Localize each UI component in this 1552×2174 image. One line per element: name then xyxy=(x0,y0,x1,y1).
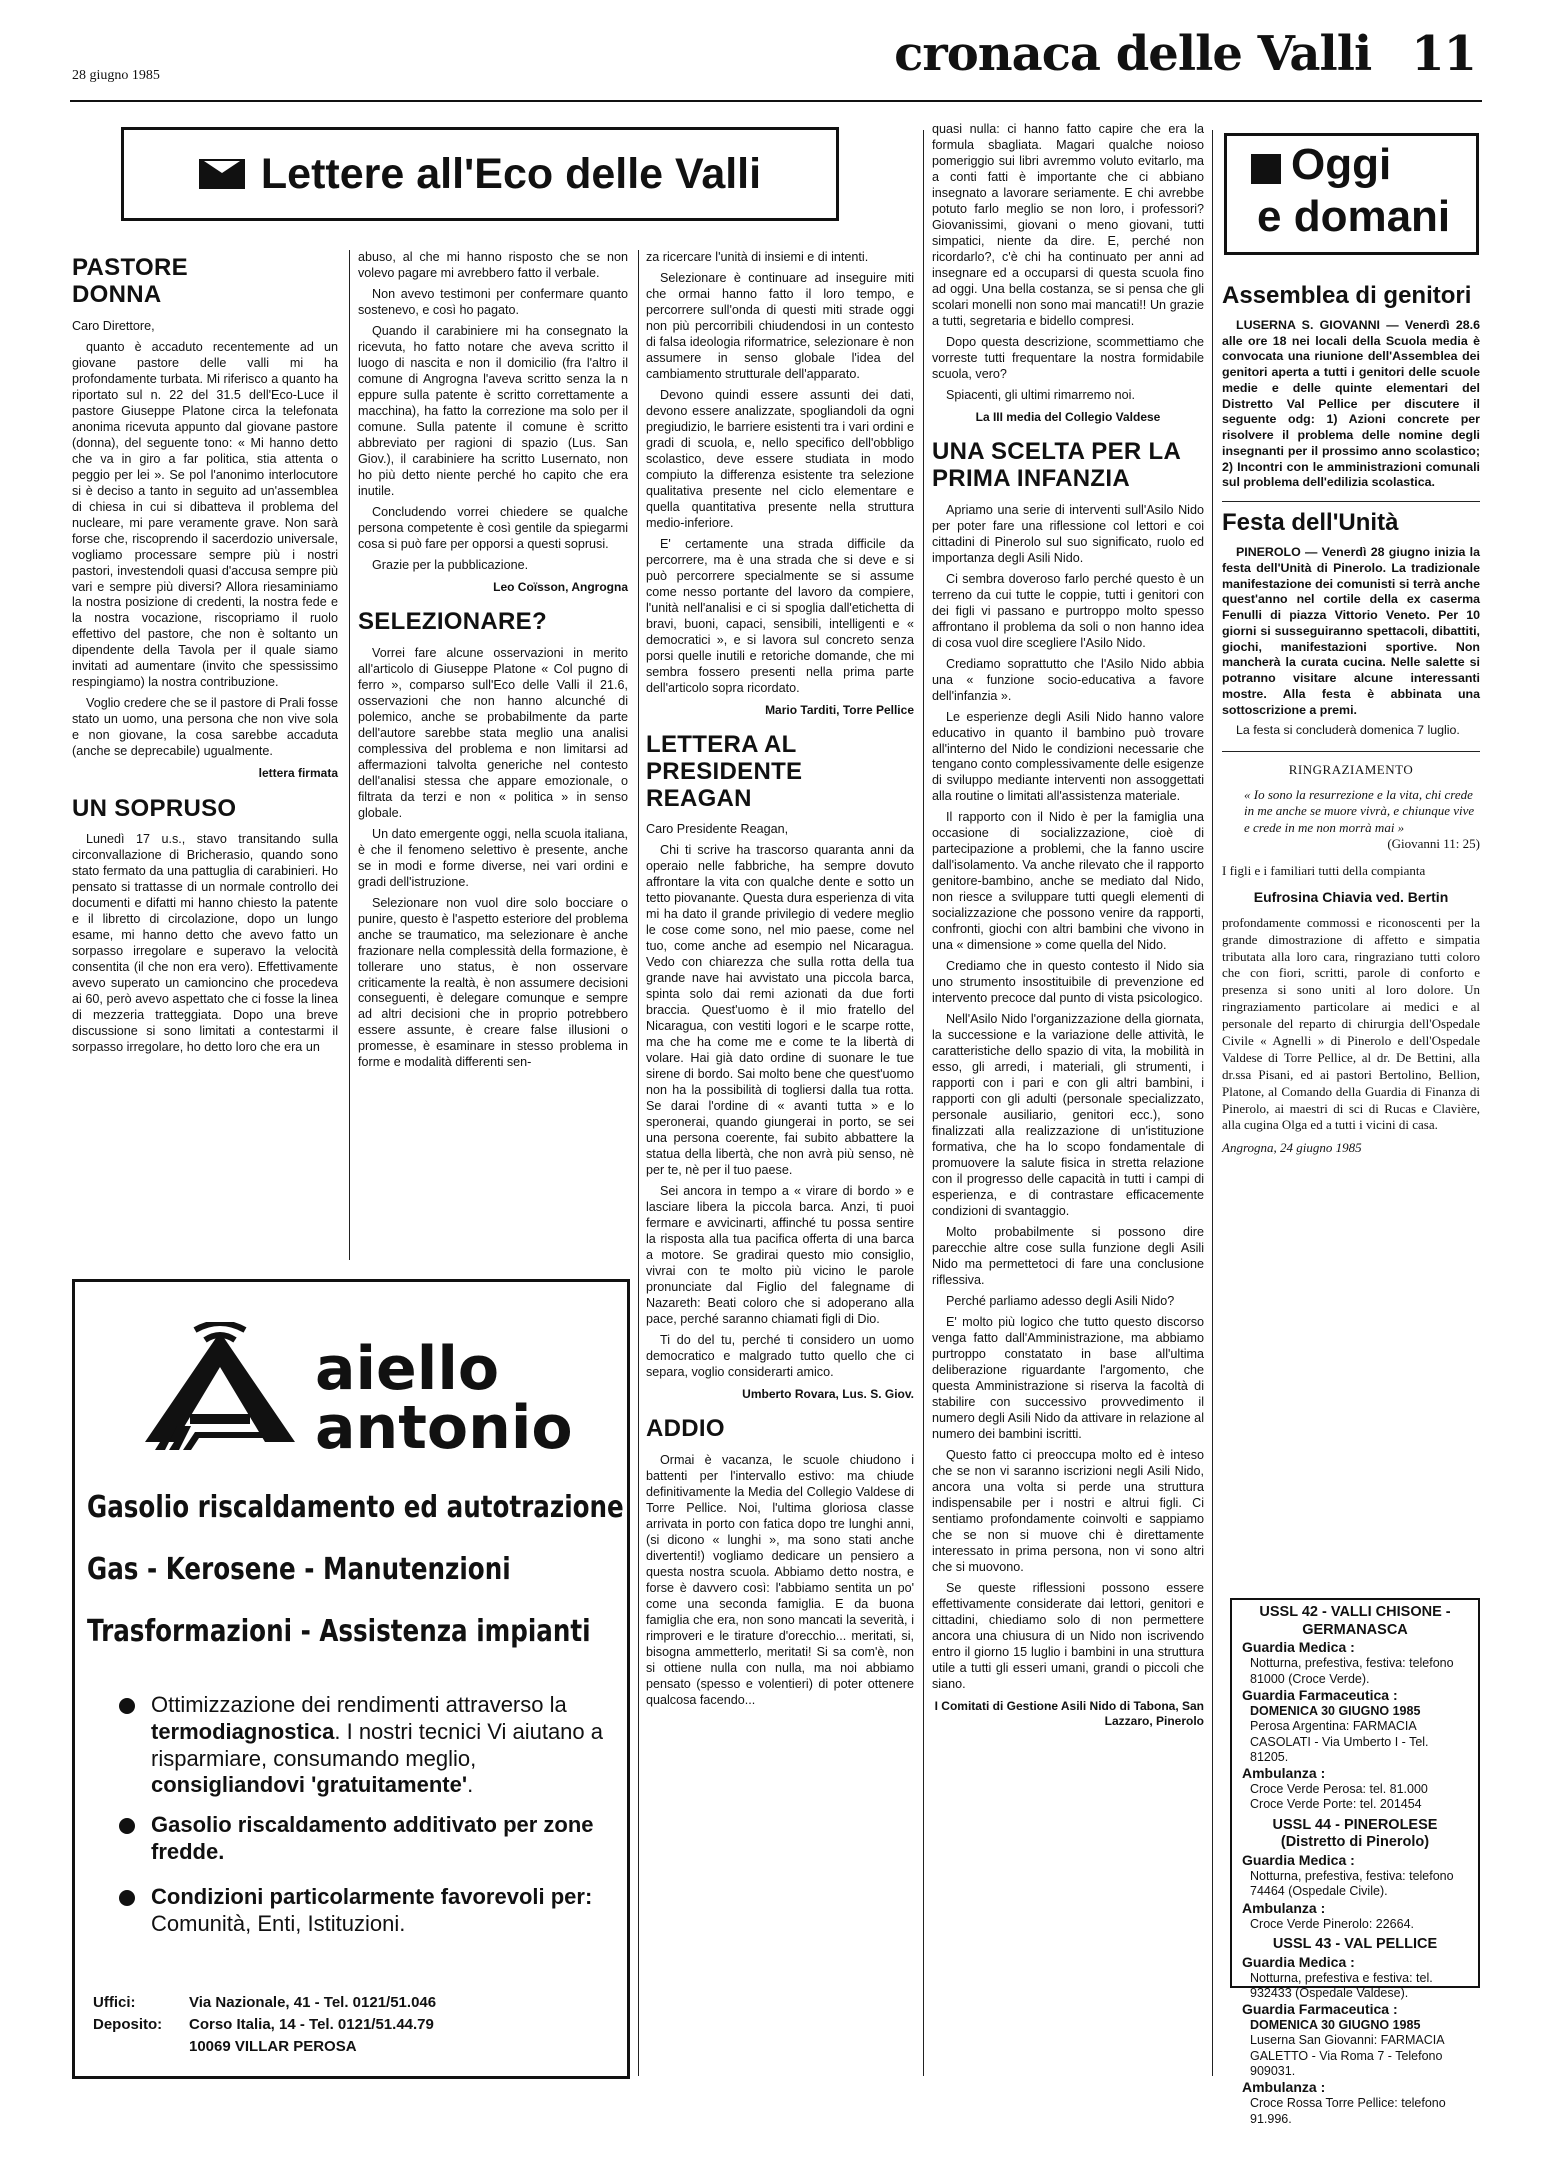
masthead xyxy=(894,26,1476,82)
reagan-title: LETTERA AL PRESIDENTE REAGAN xyxy=(646,730,803,812)
ad-deposito-text: Corso Italia, 14 - Tel. 0121/51.44.79 xyxy=(189,2016,434,2033)
ussl-43-title: USSL 43 - VAL PELLICE xyxy=(1272,1935,1438,1952)
ad-line-3: Trasformazioni - Assistenza impianti xyxy=(87,1614,591,1649)
page-number: 11 xyxy=(1411,26,1476,82)
selezionare-title: SELEZIONARE? xyxy=(358,607,547,635)
ussl-42-gm-text: Notturna, prefestiva, festiva: telefono 81000 (Croce Verde). xyxy=(1250,1656,1454,1686)
infanzia-p11: Questo fatto ci preoccupa molto ed è inteso che se non vi saranno iscrizioni negli Asili Nido, ancora una volta si perde una struttura indispensabile per i nostri e altrui figli. Ci sentiamo profondamente coinvolti e sappiamo che se non si muove chi è direttamente interessato in prima persona, non vi sono altri che si muovono. xyxy=(932,1447,1204,1574)
ad-deposito-label: Deposito: xyxy=(93,2016,163,2033)
ad-b3-plain: Comunità, Enti, Istituzioni. xyxy=(151,1910,406,1936)
column-1 xyxy=(72,245,338,1061)
reagan-p1: Caro Presidente Reagan, xyxy=(646,822,789,837)
sopruso-cont-p1: abuso, al che mi hanno risposto che se non volevo pagare mi avrebbero fatto il verbale. xyxy=(358,250,628,280)
selezionare-p1: Vorrei fare alcune osservazioni in merito all'articolo di Giuseppe Platone « Col pugno di ferro », comparso sull'Eco delle Valli il 21.6, osservazioni che non hanno alcunché di polemico, anche se probabilmente da parte dell'autore sarebbe stata meglio una analisi complessiva del problema e non limitarsi ad affermazioni talvolta generiche nel contesto dell'analisi stessa che appare emozionale, o filtrata da terzi e non « politica » in senso globale. xyxy=(358,645,628,820)
infanzia-p4: Le esperienze degli Asili Nido hanno valore educativo in quanto il bambino può trovare all'interno del Nido le condizioni necessarie che tengano conto complessivamente delle esigenze di sviluppo mediante interventi non assoggettati alla routine o limitati all'assistenza materiale. xyxy=(932,709,1204,804)
ussl-43-gm-text: Notturna, prefestiva e festiva: tel. 932433 (Ospedale Valdese). xyxy=(1250,1970,1433,2000)
sopruso-cont-p5: Grazie per la pubblicazione. xyxy=(372,557,529,572)
ringraziamento-place-date: Angrogna, 24 giugno 1985 xyxy=(1222,1140,1362,1156)
pastore-title: PASTORE DONNA xyxy=(72,254,188,308)
ussl-43-amb-label: Ambulanza : xyxy=(1242,2079,1326,2096)
ussl-42-title: USSL 42 - VALLI CHISONE - GERMANASCA xyxy=(1259,1604,1451,1638)
ussl-42-amb-text-1: Croce Verde Perosa: tel. 81.000 xyxy=(1250,1782,1428,1797)
aiello-advertisement xyxy=(72,1279,630,2079)
column-3 xyxy=(646,250,914,1714)
ad-line-1: Gasolio riscaldamento ed autotrazione xyxy=(87,1490,624,1525)
column-2 xyxy=(358,250,628,1076)
ad-b3-bold: Condizioni particolarmente favorevoli per: xyxy=(151,1884,593,1909)
ad-deposito xyxy=(93,2016,434,2033)
festa-title: Festa dell'Unità xyxy=(1222,509,1399,537)
ussl-box xyxy=(1230,1598,1480,2126)
ad-name-1: aiello xyxy=(315,1334,500,1404)
column-rule xyxy=(923,130,924,2076)
infanzia-p10: E' molto più logico che tutto questo discorso venga fatto dall'Amministrazione, ma abbiamo purtroppo constatato in base all'ultima deliberazione riguardante l'argomento, che questa Amministrazione si riserva la facoltà di stabilire con successivo provvedimento il numero degli Asili Nido da attivare in relazione al numero dei bambini iscritti. xyxy=(932,1314,1204,1441)
pastore-p2: quanto è accaduto recentemente ad un giovane pastore delle valli mi ha profondamente turbata. Mi riferisco a quanto ha riportato sul n. 22 del 31.5 dell'Eco-Luce il pastore Giuseppe Platone circa la telefonata anonima ricevuta appunto dal giovane pastore (donna), del seguente tono: « Mi hanno detto che va in giro a far politica, stia attenta o peggio per lei ». Se pol l'anonimo interlocutore si è deciso a tanto in seguito ad un'assemblea di chiesa in cui si dibatteva il problema del nucleare, mi pare veramente grave. Non sarà forse che, riscoprendo il sacerdozio universale, vogliamo processare sempre più i nostri pastori, investendoli quasi d'accusa sempre più vari e sempre più diversi? Allora riesaminiamo la nostra posizione di credenti, la nostra fede e la nostra vocazione, riscopriamo il ruolo effettivo del pastore, che non è soltanto un dipendente della Tavola per il quale siamo invitati ad aumentare (invito che spessissimo respingiamo) la nostra contribuzione. xyxy=(72,339,338,690)
ringraziamento-text: profondamente commossi e riconoscenti per la grande dimostrazione di affetto e simpatia tributata alla loro cara, ringraziano tutti coloro che con fiori, scritti, parole di conforto e presenza si sono uniti al loro dolore. Un ringraziamento particolare ai medici e al personale del reparto di chirurgia dell'Ospedale Civile « Agnelli » di Pinerolo e dell'Ospedale Valdese di Torre Pellice, al dr. De Bettini, alla dr.ssa Pisani, ed ai pastori Bertolino, Bellion, Platone, al Comando della Guardia di Finanza di Pinerolo, ai maestri di sci di Rucas e Clavière, alla cugina Olga ed a tutti i vicini di casa. xyxy=(1222,914,1480,1133)
festa-text-2: La festa si concluderà domenica 7 luglio. xyxy=(1236,723,1460,738)
addio-cont-p3: Spiacenti, gli ultimi rimarremo noi. xyxy=(946,387,1135,402)
assemblea-title: Assemblea di genitori xyxy=(1222,282,1472,309)
ad-b1-bold-2: consigliandovi 'gratuitamente' xyxy=(151,1772,468,1798)
ringraziamento-title: RINGRAZIAMENTO xyxy=(1288,762,1414,777)
sopruso-p1: Lunedì 17 u.s., stavo transitando sulla circonvallazione di Bricherasio, quando sono stato fermato da una pattuglia di carabinieri. Ho pensato si trattasse di un normale controllo dei documenti e difatti mi hanno chiesto la patente e il libretto di circolazione, dopo un lungo esame, mi hanno detto che avevo fatto un sorpasso irregolare e superavo la velocità consentita (il che non era vero). Effettivamente avevo superato un camioncino che procedeva ai 60, però avevo aspettato che ci fosse la linea di mezzeria tratteggiata. Dopo una breve discussione si sono limitati a contestarmi il sorpasso irregolare, ho detto loro che era un xyxy=(72,832,338,1055)
sopruso-signature: Leo Coïsson, Angrogna xyxy=(493,579,628,594)
column-5 xyxy=(1222,275,1480,1157)
ussl-42-amb-label: Ambulanza : xyxy=(1242,1765,1326,1782)
selezionare-cont-p3: Devono quindi essere assunti dei dati, devono essere analizzate, spogliandoli da ogni pregiudizio, le barriere esistenti tra i vari ordini e gradi di scuola, e, nello specifico dell'obbligo scolastico, deve essere studiata in modo compiuto la differenza esistente tra selezione qualitativa presente nel ciclo elementare e quella quantitativa presente nella struttura medio-inferiore. xyxy=(646,387,914,530)
infanzia-p12: Se queste riflessioni possono essere effettivamente considerate dai lettori, genitori e cittadini, chiediamo solo di non permettere ancora una chiusura di un Nido non iscrivendo entro il giorno 15 luglio i bambini in una struttura utile a tutti gli esseri umani, grandi o piccoli che siano. xyxy=(932,1580,1204,1691)
header-rule xyxy=(70,100,1482,102)
ussl-44-gm-text: Notturna, prefestiva, festiva: telefono 74464 (Ospedale Civile). xyxy=(1250,1869,1454,1899)
column-rule xyxy=(1212,130,1213,2076)
sopruso-title: UN SOPRUSO xyxy=(72,794,237,822)
selezionare-cont-p2: Selezionare è continuare ad inseguire miti che ormai hanno fatto il loro tempo, e percorrere sull'onda di questi miti strade oggi non più percorribili chiudendosi in un contesto di falsa ideologia riformatrice, selezionare è non assumere in senso globale l'idea del cambiamento strutturale dell'apparato. xyxy=(646,270,914,381)
ussl-42-gf-label: Guardia Farmaceutica : xyxy=(1242,1686,1398,1703)
ad-uffici-text: Via Nazionale, 41 - Tel. 0121/51.046 xyxy=(189,1994,437,2011)
section-divider xyxy=(1222,501,1480,502)
addio-signature: La III media del Collegio Valdese xyxy=(975,409,1161,424)
sopruso-cont-p3: Quando il carabiniere mi ha consegnato la ricevuta, ho fatto notare che aveva scritto il luogo di nascita e non il domicilio (fra l'altro il comune di Angrogna l'aveva scritto senza la n eppure sulla patente è scritto correttamente a macchina), ha fatto la correzione ma solo per il comune. Sulla patente il comune è scritto abbreviato per ragioni di spazio (Lus. San Giov.), il carabiniere ha scritto Lusernato, non ho più detto niente perché ho capito che era inutile. xyxy=(358,323,628,498)
ad-bullet-2 xyxy=(119,1812,619,1866)
ad-b1-plain-3: . xyxy=(467,1772,474,1798)
reagan-p2: Chi ti scrive ha trascorso quaranta anni da operaio nelle fabbriche, ha sempre dovuto affrontare la vita con qualche dente e sotto un tetto piovanante. Questa dura esperienza di vita mi ha dato il grande privilegio di vedere meglio le cose come sono, nel mio paese, come nel tuo, come anche ad esempio nel Nicaragua. Vedo con chiarezza che sulla rotta della tua grande nave hai avvistato una piccola barca, spinta solo dai remi azionati da due forti braccia. Quest'uomo è il mio fratello del Nicaragua, con vestiti logori e le scarpe rotte, ma che ha come me e come te la libertà di volare. Hai già dato ordine di suonare le tue sirene di bordo. Sai molto bene che quest'uomo non ha la possibilità di togliersi dalla tua rotta. Se darai l'ordine di « avanti tutta » e lo speronerai, quando giungerai in porto, se sei una persona coerente, fai subito abbattere la statua della libertà, che non avrà più senso, nè per te, nè per il tuo paese. xyxy=(646,843,914,1178)
infanzia-p2: Ci sembra doveroso farlo perché questo è un terreno da cui tutte le coppie, tutti i genitori con dei figli vi passano e purtroppo molto spesso affrontano il problema da soli o non hanno idea di cosa vuol dire scegliere l'Asilo Nido. xyxy=(932,571,1204,650)
ad-b2-bold: Gasolio riscaldamento additivato per zone fredde. xyxy=(151,1812,594,1864)
ad-b1-bold-1: termodiagnostica xyxy=(151,1718,335,1744)
infanzia-p3: Crediamo soprattutto che l'Asilo Nido abbia una « funzione socio-educativa a favore dell'infanzia ». xyxy=(932,656,1204,703)
ringraziamento-intro: I figli e i familiari tutti della compianta xyxy=(1222,862,1426,878)
pastore-signature: lettera firmata xyxy=(258,766,338,781)
pastore-p3: Voglio credere che se il pastore di Prali fosse stato un uomo, una persona che non vive sola e non giovane, la cosa sarebbe accaduta (anche se deprecabile) ugualmente. xyxy=(72,696,338,759)
ad-line-2: Gas - Kerosene - Manutenzioni xyxy=(87,1552,511,1587)
festa-text-1: PINEROLO — Venerdì 28 giugno inizia la festa dell'Unità di Pinerolo. La tradizionale manifestazione dei comunisti si terrà anche quest'anno nel cortile della ex caserma Fenulli di piazza Vittorio Veneto. Per 10 giorni si susseguiranno spettacoli, dibattiti, giochi, manifestazioni sportive. Non mancherà la curata cucina. Nelle salette si potranno visitare alcune interessanti mostre. Alla festa è abbinata una sottoscrizione a premi. xyxy=(1222,545,1480,717)
addio-cont-p2: Dopo questa descrizione, scommettiamo che vorreste tutti frequentare la nostra formidabile scuola, vero? xyxy=(932,334,1204,381)
ussl-43-gm-label: Guardia Medica : xyxy=(1242,1953,1355,1970)
ussl-43-gf-label: Guardia Farmaceutica : xyxy=(1242,2001,1398,2018)
bullet-icon xyxy=(119,1890,135,1906)
column-rule xyxy=(349,250,350,1260)
selezionare-cont-p4: E' certamente una strada difficile da percorrere, ma è una strada che si deve e si può percorrere specialmente se si assume come nesso portante del lavoro da compiere, l'unità nell'analisi e ci si spoglia dall'etichetta di bravi, buoni, capaci, sensibili, intelligenti e « democratici », e si lavora sul concreto senza porsi quelle inutili e retoriche domande, che mi sembra fossero presenti nella prima parte dell'articolo sopra ricordato. xyxy=(646,536,914,695)
ussl-42-gm-label: Guardia Medica : xyxy=(1242,1639,1355,1656)
ringraziamento-quote: « Io sono la resurrezione e la vita, chi crede in me anche se muore vivrà, e chiunque vive e crede in me non morrà mai » xyxy=(1244,786,1475,835)
ussl-43-gf-text: Luserna San Giovanni: FARMACIA GALETTO - Via Roma 7 - Telefono 909031. xyxy=(1250,2033,1444,2078)
ussl-44-amb-label: Ambulanza : xyxy=(1242,1899,1326,1916)
column-rule xyxy=(638,250,639,2076)
sopruso-cont-p4: Concludendo vorrei chiedere se qualche persona competente è così gentile da spiegarmi cosa si può fare per opporsi a questi soprusi. xyxy=(358,504,628,551)
letters-banner xyxy=(121,127,839,221)
addio-title: ADDIO xyxy=(646,1415,725,1443)
addio-cont-p1: quasi nulla: ci hanno fatto capire che era la formula sbagliata. Magari qualche noioso pomeriggio sui libri avremmo voluto evitarlo, ma a conti fatti è importante che ci abbiano insegnato a lavorare seriamente. E chi avrebbe potuto farlo meglio se non loro, i professori? Giovanissimi, giovani o meno giovani, tutti simpatici, niente da dire. E, perché non ricordarlo?, c'è chi ha continuato per anni ad insegnare ed a occuparsi di questa scuola fino ad oggi. Una bella costanza, se si pensa che gli scolari monelli non sono mai mancati!! Un grazie a tutti, segretaria e bidello compresi. xyxy=(932,122,1204,328)
banner-title: Lettere all'Eco delle Valli xyxy=(260,149,762,198)
infanzia-p7: Nell'Asilo Nido l'organizzazione della giornata, la successione e la variazione delle attività, le caratteristiche dello spazio di vita, la mobilità in esso, gli arredi, i materiali, gli strumenti, i rapporti con i pari e con gli altri bambini, i rapporti con gli adulti (personale specializzato, personale ausiliario, genitori ecc.), sono finalizzati alla realizzazione di un'istituzione formativa, che ha lo scopo fondamentale di promuovere la salute fisica in stretta relazione con il progresso delle capacità in tutti i campi di esperienza, e di contrastare efficacemente condizioni di svantaggio. xyxy=(932,1012,1204,1219)
ussl-42-gf-date: DOMENICA 30 GIUGNO 1985 xyxy=(1250,1704,1421,1719)
infanzia-p5: Il rapporto con il Nido è per la famiglia una occasione di socializzazione, cioè di partecipazione a problemi, che la fanno uscire dall'isolamento. Va anche rilevato che il rapporto genitore-bambino, anche se mediato dal Nido, non riesce a sviluppare tutti quegli elementi di socializzazione che possono venire da rapporti, confronti, giochi con altri bambini che vivono in una « dimensione » come quella del Nido. xyxy=(932,810,1204,953)
ussl-43-gf-date: DOMENICA 30 GIUGNO 1985 xyxy=(1250,2018,1421,2033)
section-divider xyxy=(1222,751,1480,752)
selezionare-p2: Un dato emergente oggi, nella scuola italiana, è che il fenomeno selettivo è presente, anche se in modi e forme diverse, nei vari ordini e gradi dell'istruzione. xyxy=(358,826,628,889)
ussl-44-title: USSL 44 - PINEROLESE (Distretto di Pinerolo) xyxy=(1272,1816,1438,1851)
ussl-44-gm-label: Guardia Medica : xyxy=(1242,1851,1355,1868)
infanzia-p1: Apriamo una serie di interventi sull'Asilo Nido per poter fare una riflessione col lettori e coi cittadini di Pinerolo sul suo significato, ruolo ed importanza degli Asili Nido. xyxy=(932,502,1204,565)
selezionare-p3: Selezionare non vuol dire solo bocciare o punire, questo è l'aspetto esteriore del problema anche se traumatico, ma selezionare è anche frazionare nella complessità della formazione, è tollerare uno status, è non osservare criticamente la realtà, è non assumere decisioni conseguenti, è delegare comunque e sempre ad altri decisioni che in proprio potrebbero essere assunte, è creare false illusioni o promesse, è esaminare in stesso problema in forme e modalità differenti sen- xyxy=(358,895,628,1070)
sopruso-cont-p2: Non avevo testimoni per confermare quanto sostenevo, e così ho pagato. xyxy=(358,286,628,317)
pastore-p1: Caro Direttore, xyxy=(72,318,155,333)
ussl-42-amb-text-2: Croce Verde Porte: tel. 201454 xyxy=(1250,1797,1422,1812)
aiello-logo-icon xyxy=(135,1322,305,1462)
ussl-42-gf-text: Perosa Argentina: FARMACIA CASOLATI - Via Umberto I - Tel. 81205. xyxy=(1250,1719,1429,1764)
ad-uffici-label: Uffici: xyxy=(93,1994,136,2011)
infanzia-signature: I Comitati di Gestione Asili Nido di Tabona, San Lazzaro, Pinerolo xyxy=(934,1698,1204,1728)
oggi-e-domani-box xyxy=(1224,133,1479,255)
page-date: 28 giugno 1985 xyxy=(72,68,160,83)
bullet-icon xyxy=(119,1698,135,1714)
domani-title: e domani xyxy=(1257,192,1451,241)
reagan-p3: Sei ancora in tempo a « virare di bordo » e lasciare libera la piccola barca. Anzi, ti puoi fermare e avvicinarti, affinché tu possa sentire la risposta alla tua pacifica offerta di una barca a motore. Se gradirai questo mio consiglio, vivrai con te molto più vicino le parole pronunciate dal Figlio del falegname di Nazareth: Beati coloro che si adoperano alla pace, perché saranno chiamati figli di Dio. xyxy=(646,1184,914,1326)
assemblea-text: LUSERNA S. GIOVANNI — Venerdì 28.6 alle ore 18 nei locali della Scuola media è convocata una riunione dell'Assemblea dei genitori aperta a tutti i genitori delle scuole medie e delle quinte elementari del Distretto Val Pellice per discutere il seguente odg: 1) Azioni concrete per risolvere il problema delle nomine degli insegnanti per il prossimo anno scolastico; 2) Incontri con le amministrazioni comunali sul problema dell'edilizia scolastica. xyxy=(1222,317,1480,490)
ringraziamento-quote-ref: (Giovanni 11: 25) xyxy=(1387,836,1480,851)
ad-bullet-3 xyxy=(119,1884,619,1938)
column-4 xyxy=(932,122,1204,1743)
masthead-title: cronaca delle Valli xyxy=(894,26,1372,82)
square-bullet-icon xyxy=(1251,154,1281,184)
selezionare-cont-p1: za ricercare l'unità di insiemi e di intenti. xyxy=(646,250,869,264)
ad-name-2: antonio xyxy=(315,1392,573,1463)
ad-brand-name xyxy=(315,1334,573,1463)
infanzia-p6: Crediamo che in questo contesto il Nido sia uno strumento insostituibile di prevenzione ed intervento precoce dal punto di vista psicologico. xyxy=(932,959,1204,1006)
oggi-title: Oggi xyxy=(1291,140,1392,189)
addio-p1: Ormai è vacanza, le scuole chiudono i battenti per l'intervallo estivo: ma chiude definitivamente la Media del Collegio Valdese di Torre Pellice. Noi, l'ultima gloriosa classe arrivata in porto con fatica dopo tre lunghi anni, (si dicono « lunghi », ma sono stati anche divertenti!) vogliamo dedicare un pensiero a questa nostra scuola. Abbiamo detto nostra, e forse è davvero così: l'abbiamo sentita un po' come una seconda famiglia. E da buona famiglia che era, non sono mancati la severità, i rimproveri e le tirature d'orecchio... meritati, si, bisogna ammetterlo, meritati! Si sa com'è, non si ottiene nulla con nulla, ma noi abbiamo pensato (spesso e volentieri) di poter ottenere qualcosa facendo... xyxy=(646,1453,914,1707)
selezionare-signature: Mario Tarditi, Torre Pellice xyxy=(765,702,914,717)
reagan-signature: Umberto Rovara, Lus. S. Giov. xyxy=(742,1386,914,1401)
reagan-p4: Ti do del tu, perché ti considero un uomo democratico e malgrado tutto quello che ci separa, voglio considerarti amico. xyxy=(646,1332,914,1379)
infanzia-p8: Molto probabilmente si possono dire parecchie altre cose sulla funzione degli Asili Nido ma permettetoci di fare una conclusione riflessiva. xyxy=(932,1225,1204,1287)
infanzia-p9: Perché parliamo adesso degli Asili Nido? xyxy=(946,1293,1175,1308)
ad-uffici xyxy=(93,1994,436,2011)
envelope-icon xyxy=(199,159,245,189)
ussl-43-amb-text: Croce Rossa Torre Pellice: telefono 91.996. xyxy=(1250,2096,1446,2126)
ad-bullet-1 xyxy=(119,1692,619,1799)
ussl-44-amb-text: Croce Verde Pinerolo: 22664. xyxy=(1250,1916,1414,1931)
ad-b1-plain-1: Ottimizzazione dei rendimenti attraverso la xyxy=(151,1692,567,1717)
ad-b1-plain-2: . I nostri tecnici Vi aiutano a risparmiare, consumando meglio, xyxy=(151,1718,604,1771)
ad-city: 10069 VILLAR PEROSA xyxy=(189,2038,357,2055)
infanzia-title: UNA SCELTA PER LA PRIMA INFANZIA xyxy=(932,437,1181,492)
bullet-icon xyxy=(119,1818,135,1834)
ringraziamento-name: Eufrosina Chiavia ved. Bertin xyxy=(1253,889,1449,905)
